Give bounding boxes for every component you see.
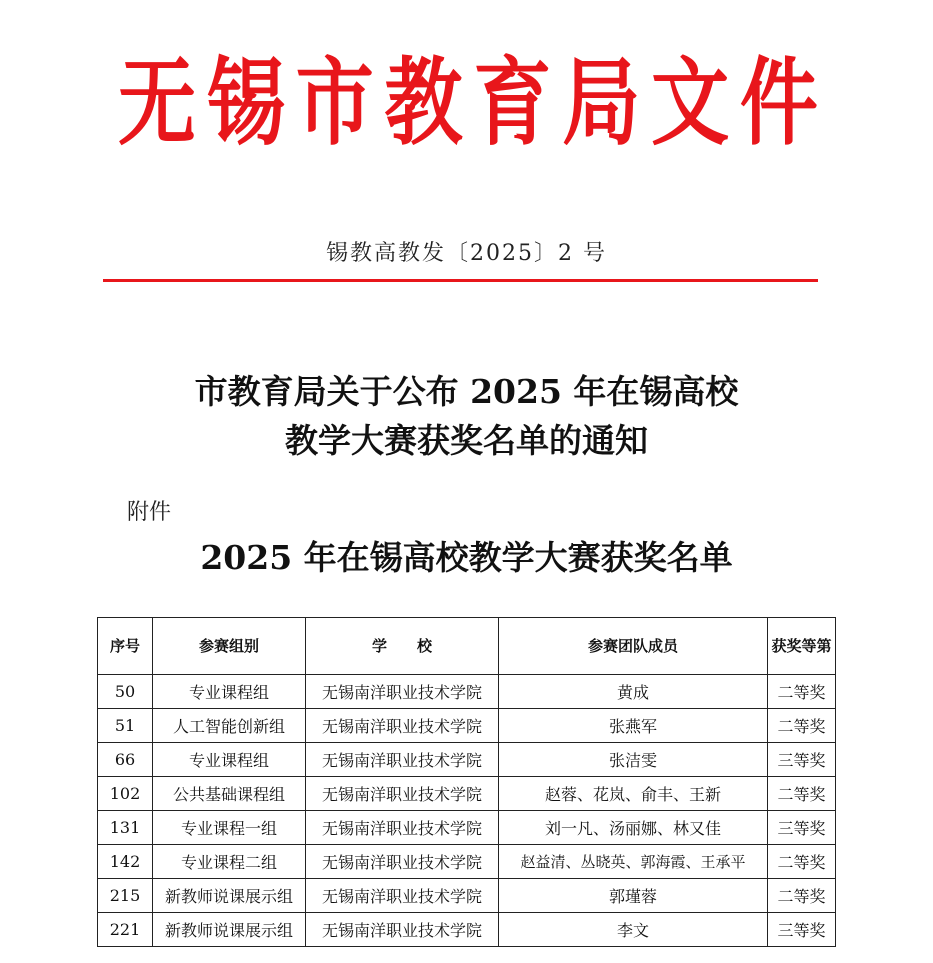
cell-award: 二等奖 (768, 777, 836, 811)
masthead-char: 文 (651, 47, 730, 159)
cell-award: 二等奖 (768, 675, 836, 709)
cell-school: 无锡南洋职业技术学院 (306, 743, 499, 777)
masthead-char: 件 (739, 47, 818, 159)
cell-school: 无锡南洋职业技术学院 (306, 777, 499, 811)
masthead-char: 无 (118, 47, 197, 159)
cell-serial: 131 (98, 811, 153, 845)
award-list-title: 2025 年在锡高校教学大赛获奖名单 (200, 538, 733, 577)
cell-serial: 51 (98, 709, 153, 743)
masthead-char: 市 (295, 47, 374, 159)
cell-school: 无锡南洋职业技术学院 (306, 811, 499, 845)
table-header-row (98, 618, 836, 675)
table-row (98, 913, 836, 947)
cell-members: 张洁雯 (499, 743, 768, 777)
cell-serial: 221 (98, 913, 153, 947)
cell-school: 无锡南洋职业技术学院 (306, 879, 499, 913)
cell-members: 刘一凡、汤丽娜、林又佳 (499, 811, 768, 845)
cell-school: 无锡南洋职业技术学院 (306, 913, 499, 947)
header-serial: 序号 (98, 618, 153, 675)
document-masthead (118, 47, 818, 159)
cell-serial: 102 (98, 777, 153, 811)
cell-group: 专业课程一组 (153, 811, 306, 845)
red-divider-line (103, 279, 818, 282)
masthead-char: 育 (473, 47, 552, 159)
table-row (98, 879, 836, 913)
cell-members: 赵蓉、花岚、俞丰、王新 (499, 777, 768, 811)
cell-group: 专业课程组 (153, 743, 306, 777)
cell-serial: 50 (98, 675, 153, 709)
cell-serial: 142 (98, 845, 153, 879)
cell-award: 二等奖 (768, 709, 836, 743)
cell-group: 人工智能创新组 (153, 709, 306, 743)
cell-group: 专业课程组 (153, 675, 306, 709)
header-award: 获奖等第 (768, 618, 836, 675)
cell-serial: 66 (98, 743, 153, 777)
cell-group: 新教师说课展示组 (153, 913, 306, 947)
notice-title-line-2: 教学大赛获奖名单的通知 (285, 421, 648, 460)
cell-award: 三等奖 (768, 743, 836, 777)
award-table (97, 617, 836, 947)
cell-serial: 215 (98, 879, 153, 913)
cell-award: 三等奖 (768, 913, 836, 947)
header-members: 参赛团队成员 (499, 618, 768, 675)
cell-award: 三等奖 (768, 811, 836, 845)
cell-group: 新教师说课展示组 (153, 879, 306, 913)
header-school: 学 校 (306, 618, 499, 675)
table-row (98, 743, 836, 777)
table-row (98, 709, 836, 743)
cell-members: 赵益清、丛晓英、郭海霞、王承平 (499, 845, 768, 879)
cell-group: 公共基础课程组 (153, 777, 306, 811)
masthead-char: 锡 (206, 47, 285, 159)
cell-school: 无锡南洋职业技术学院 (306, 845, 499, 879)
table-row (98, 845, 836, 879)
cell-award: 二等奖 (768, 879, 836, 913)
table-row (98, 675, 836, 709)
cell-members: 郭瑾蓉 (499, 879, 768, 913)
masthead-char: 教 (384, 47, 463, 159)
table-row (98, 811, 836, 845)
cell-members: 李文 (499, 913, 768, 947)
cell-group: 专业课程二组 (153, 845, 306, 879)
header-group: 参赛组别 (153, 618, 306, 675)
cell-members: 张燕军 (499, 709, 768, 743)
notice-title-line-1: 市教育局关于公布 2025 年在锡高校 (194, 372, 739, 411)
cell-school: 无锡南洋职业技术学院 (306, 709, 499, 743)
cell-school: 无锡南洋职业技术学院 (306, 675, 499, 709)
cell-members: 黄成 (499, 675, 768, 709)
cell-award: 二等奖 (768, 845, 836, 879)
masthead-char: 局 (562, 47, 641, 159)
document-number: 锡教高教发〔2025〕2 号 (326, 241, 607, 266)
attachment-label: 附件 (127, 500, 172, 525)
table-row (98, 777, 836, 811)
